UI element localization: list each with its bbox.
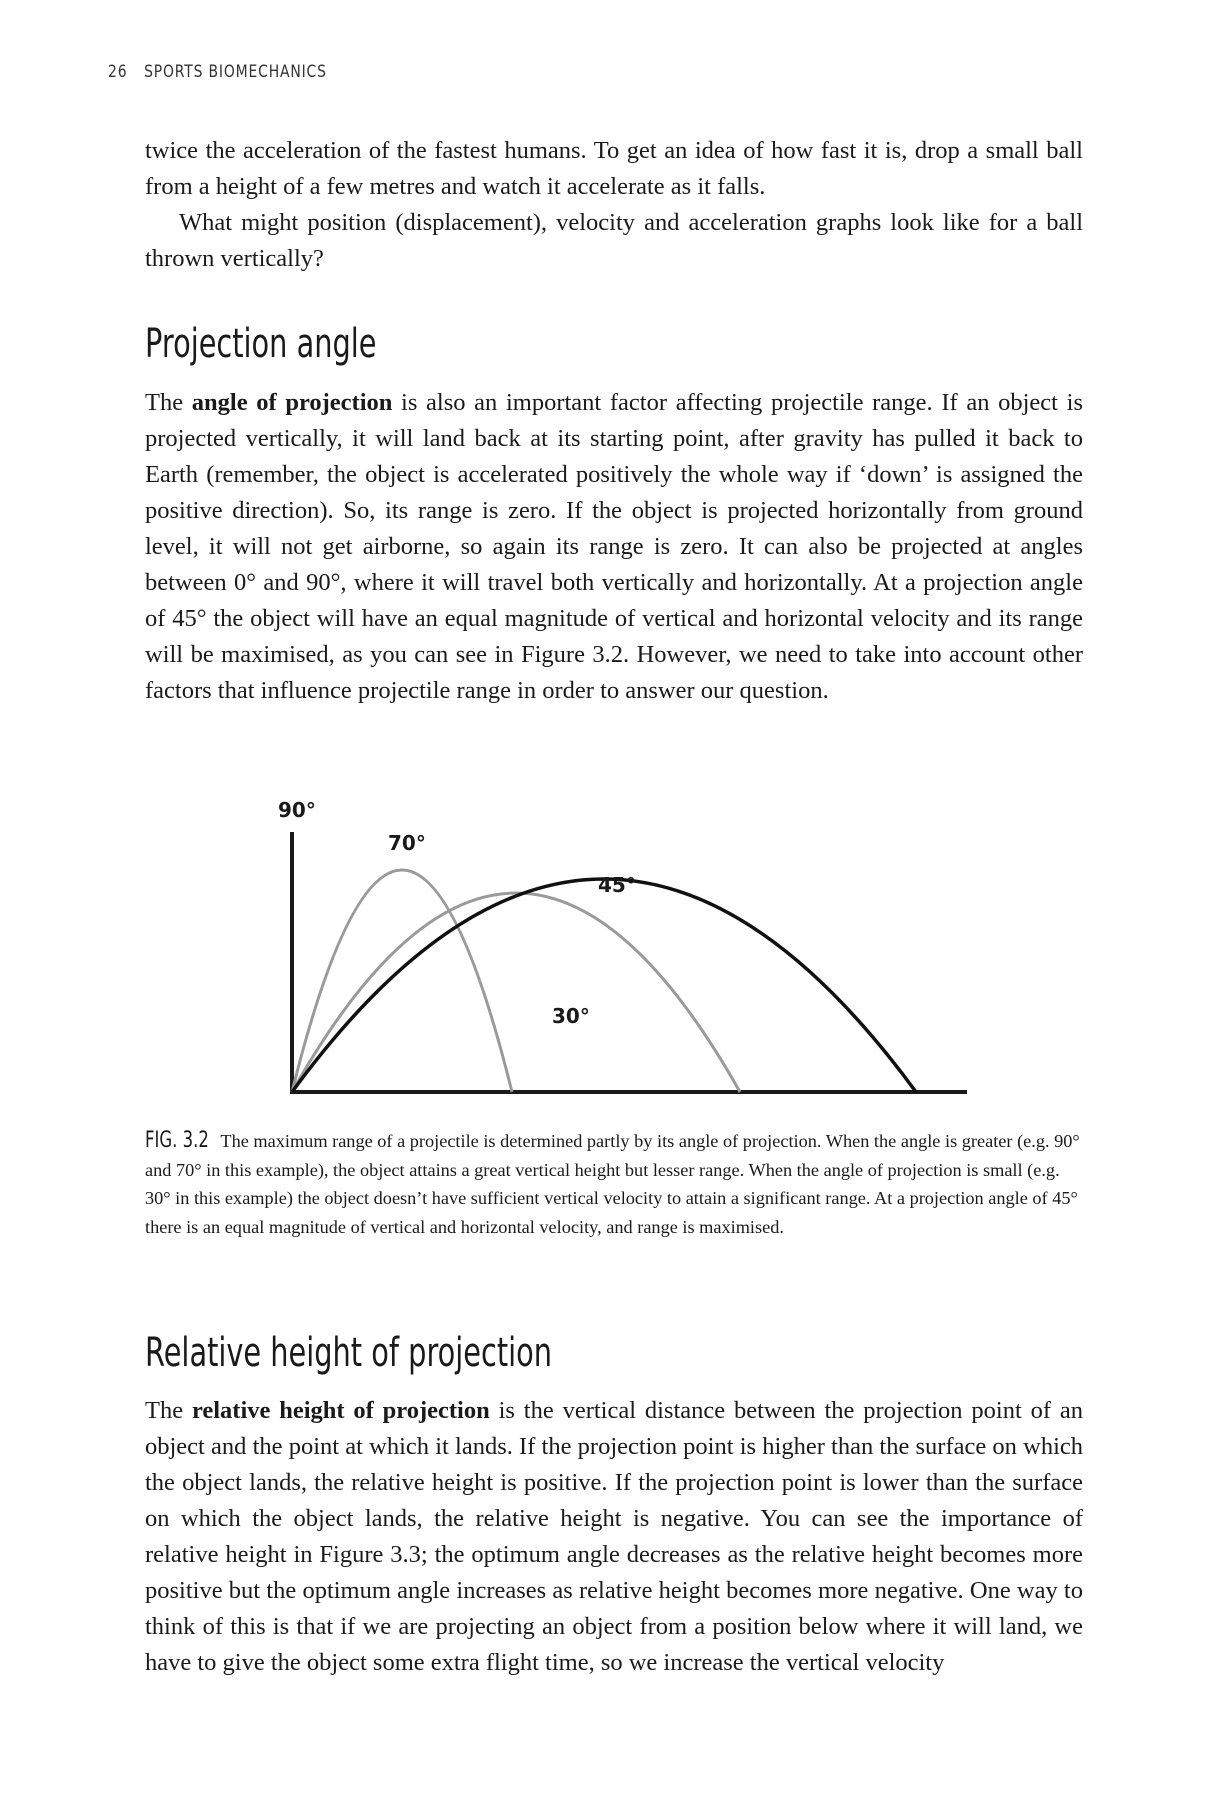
figure-caption-text: The maximum range of a projectile is determined partly by its angle of projection. When the angle is greater (e.g. 90° and 70° in this example), the object attains a great vertical height but lesser range. When the angle of projection is small (e.g. 30° in this example) the object doesn’t have sufficient vertical velocity to attain a significant range. At a projection angle of 45° there is an equal magnitude of vertical and horizontal velocity, and range is maximised.	[145, 1131, 1080, 1237]
section1-term: angle of projection	[191, 389, 393, 416]
projectile-figure	[260, 790, 980, 1110]
section-heading-relative-height: Relative height of projection	[145, 1330, 553, 1376]
angle-label-30: 30°	[552, 1004, 590, 1028]
angle-label-70: 70°	[388, 831, 426, 855]
intro-text	[145, 133, 1083, 277]
section2-paragraph	[145, 1393, 1083, 1681]
trajectory-45	[292, 879, 916, 1092]
section2-term: relative height of projection	[191, 1397, 490, 1424]
figure-number: FIG. 3.2	[145, 1128, 209, 1153]
section1-text: is also an important factor affecting projectile range. If an object is projected vertically, it will land back at its starting point, after gravity has pulled it back to Earth (remember, the object is accelerated positively the whole way if ‘down’ is assigned the positive direction). So, its range is zero. If the object is projected horizontally from ground level, it will not get airborne, so again its range is zero. It can also be projected at angles between 0° and 90°, where it will travel both vertically and horizontally. At a projection angle of 45° the object will have an equal magnitude of vertical and horizontal velocity and its range will be maximised, as you can see in Figure 3.2. However, we need to take into account other factors that influence projectile range in order to answer our question.	[145, 389, 1083, 704]
page-number: 26	[108, 62, 128, 82]
angle-label-90: 90°	[278, 798, 316, 822]
trajectory-30	[292, 893, 740, 1092]
section1-paragraph	[145, 385, 1083, 709]
figure-caption	[145, 1127, 1083, 1241]
section2-lead: The	[145, 1397, 192, 1424]
trajectory-70	[292, 870, 512, 1092]
section2-body	[145, 1393, 1083, 1681]
section1-body	[145, 385, 1083, 709]
running-head	[108, 62, 327, 82]
intro-paragraph-1: twice the acceleration of the fastest humans. To get an idea of how fast it is, drop a small ball from a height of a few metres and watch it accelerate as it falls.	[145, 137, 1083, 200]
section1-lead: The	[145, 389, 192, 416]
running-title: SPORTS BIOMECHANICS	[144, 62, 327, 82]
angle-label-45: 45°	[598, 873, 636, 897]
intro-paragraph-2: What might position (displacement), velocity and acceleration graphs look like for a ball thrown vertically?	[145, 209, 1083, 272]
section2-text: is the vertical distance between the projection point of an object and the point at which it lands. If the projection point is higher than the surface on which the object lands, the relative height is positive. If the projection point is lower than the surface on which the object lands, the relative height is negative. You can see the importance of relative height in Figure 3.3; the optimum angle decreases as the relative height becomes more positive but the optimum angle increases as relative height becomes more negative. One way to think of this is that if we are projecting an object from a position below where it will land, we have to give the object some extra flight time, so we increase the vertical velocity	[145, 1397, 1083, 1676]
section-heading-projection-angle: Projection angle	[145, 321, 377, 367]
